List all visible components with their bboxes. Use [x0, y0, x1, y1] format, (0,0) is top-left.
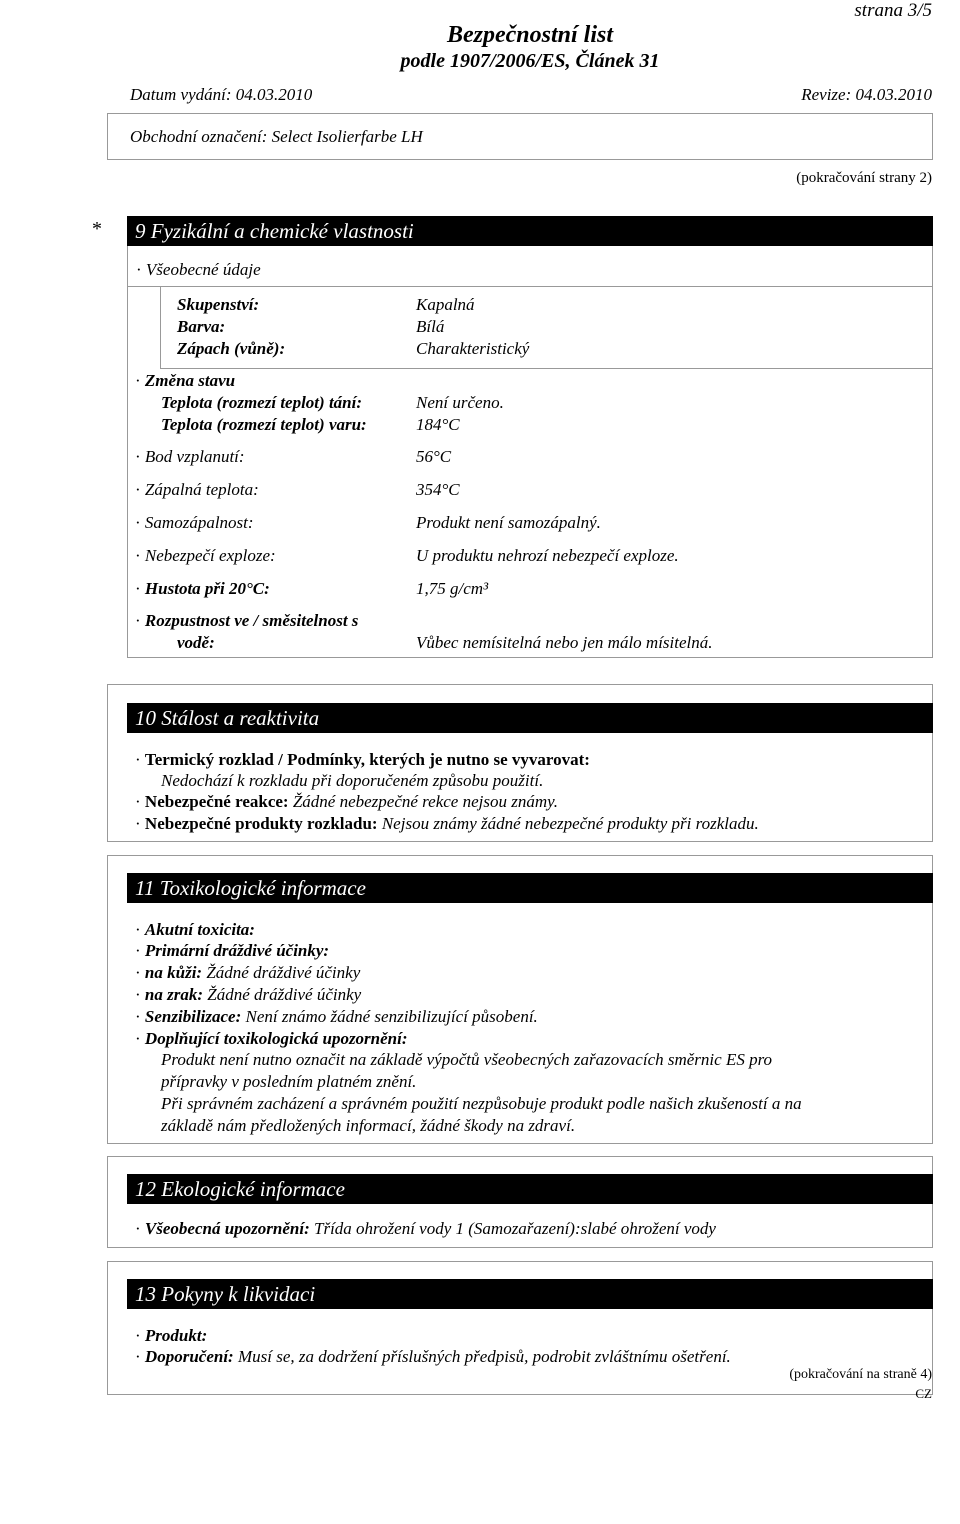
state-change-heading: · Změna stavu	[135, 371, 235, 391]
decomposition-products-label: · Nebezpečné produkty rozkladu:	[135, 814, 378, 833]
solubility-label-cont: vodě:	[177, 633, 215, 652]
ecology-general-line	[135, 1219, 716, 1239]
ecology-general-label: · Všeobecná upozornění:	[135, 1219, 310, 1238]
acute-toxicity-label: · Akutní toxicita:	[135, 920, 255, 940]
density-label: · Hustota při 20°C:	[135, 579, 270, 599]
section-13-title: 13 Pokyny k likvidaci	[127, 1279, 933, 1309]
self-ignition-value: Produkt není samozápalný.	[416, 513, 601, 532]
explosion-danger-label: · Nebezpečí exploze:	[135, 546, 276, 566]
self-ignition-label: · Samozápalnost:	[135, 513, 254, 533]
odor-value: Charakteristický	[416, 339, 530, 358]
sensitization-line	[135, 1007, 538, 1027]
ignition-temp-label: · Zápalná teplota:	[135, 480, 259, 500]
odor-label: Zápach (vůně):	[177, 339, 286, 358]
revision-date: Revize: 04.03.2010	[801, 85, 932, 104]
ecology-general-value: Třída ohrožení vody 1 (Samozařazení):slabé ohrožení vody	[314, 1219, 716, 1238]
additional-tox-text-1: Produkt není nutno označit na základě výpočtů všeobecných zařazovacích směrnic ES pro	[161, 1050, 773, 1069]
solubility-value: Vůbec nemísitelná nebo jen málo mísitelná.	[416, 633, 713, 652]
skin-line	[135, 963, 360, 983]
melting-point-value: Není určeno.	[416, 393, 504, 412]
additional-tox-text-2: přípravky v posledním platném znění.	[161, 1072, 417, 1091]
trade-name: Obchodní označení: Select Isolierfarbe LH	[130, 127, 423, 146]
disposal-recommendation-label: · Doporučení:	[135, 1347, 234, 1366]
issue-date: Datum vydání: 04.03.2010	[130, 85, 313, 104]
general-data-header-box	[127, 254, 933, 287]
document-title: Bezpečnostní list	[446, 22, 614, 48]
language-code: CZ	[915, 1386, 932, 1401]
additional-tox-text-4: základě nám předložených informací, žádné škody na zdraví.	[161, 1116, 576, 1135]
skin-label: · na kůži:	[135, 963, 202, 982]
color-value: Bílá	[416, 317, 445, 336]
flash-point-value: 56°C	[416, 447, 452, 466]
dangerous-reactions-label: · Nebezpečné reakce:	[135, 792, 289, 811]
decomposition-products-line	[135, 814, 759, 834]
decomposition-products-value: Nejsou známy žádné nebezpečné produkty při rozkladu.	[381, 814, 759, 833]
section-11-title: 11 Toxikologické informace	[127, 873, 933, 903]
primary-irritant-label: · Primární dráždivé účinky:	[135, 941, 329, 961]
thermal-decomposition-value: Nedochází k rozkladu při doporučeném způsobu použití.	[161, 771, 544, 790]
continued-from-note: (pokračování strany 2)	[796, 170, 932, 186]
thermal-decomposition-label: · Termický rozklad / Podmínky, kterých je nutno se vyvarovat:	[135, 750, 590, 770]
sensitization-label: · Senzibilizace:	[135, 1007, 241, 1026]
explosion-danger-value: U produktu nehrozí nebezpečí exploze.	[416, 546, 679, 565]
trade-name-box	[107, 113, 933, 160]
melting-point-label: Teplota (rozmezí teplot) tání:	[161, 393, 363, 412]
disposal-recommendation-value: Musí se, za dodržení příslušných předpisů, podrobit zvláštnímu ošetření.	[237, 1347, 731, 1366]
skin-value: Žádné dráždivé účinky	[206, 963, 361, 982]
document-subtitle: podle 1907/2006/ES, Článek 31	[400, 50, 660, 72]
eye-line	[135, 985, 361, 1005]
disposal-recommendation-line	[135, 1347, 731, 1367]
general-data-heading: · Všeobecné údaje	[136, 260, 261, 280]
state-value: Kapalná	[416, 295, 475, 314]
solubility-label: · Rozpustnost ve / směsitelnost s	[135, 611, 358, 631]
page-number: strana 3/5	[854, 0, 932, 21]
additional-tox-text-3: Při správném zacházení a správném použití nezpůsobuje produkt podle našich zkušeností a na	[161, 1094, 802, 1113]
disposal-product-label: · Produkt:	[135, 1326, 207, 1346]
continued-to-note: (pokračování na straně 4)	[789, 1367, 932, 1382]
change-marker: *	[92, 218, 102, 240]
color-label: Barva:	[177, 317, 226, 336]
eye-value: Žádné dráždivé účinky	[207, 985, 362, 1004]
additional-tox-label: · Doplňující toxikologická upozornění:	[135, 1029, 408, 1049]
dangerous-reactions-line	[135, 792, 558, 812]
boiling-point-value: 184°C	[416, 415, 460, 434]
sensitization-value: Není známo žádné senzibilizující působení.	[245, 1007, 538, 1026]
section-10-title: 10 Stálost a reaktivita	[127, 703, 933, 733]
eye-label: · na zrak:	[135, 985, 203, 1004]
section-9-title: 9 Fyzikální a chemické vlastnosti	[127, 216, 933, 246]
section-12-title: 12 Ekologické informace	[127, 1174, 933, 1204]
density-value: 1,75 g/cm³	[416, 579, 489, 598]
boiling-point-label: Teplota (rozmezí teplot) varu:	[161, 415, 367, 434]
state-label: Skupenství:	[177, 295, 260, 314]
flash-point-label: · Bod vzplanutí:	[135, 447, 245, 467]
ignition-temp-value: 354°C	[416, 480, 460, 499]
dangerous-reactions-value: Žádné nebezpečné rekce nejsou známy.	[292, 792, 558, 811]
